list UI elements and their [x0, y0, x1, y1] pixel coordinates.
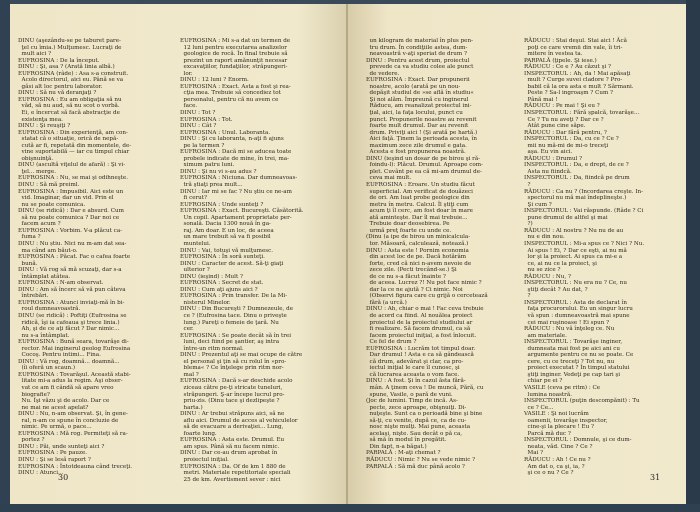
right-page-column-2: RĂDUCU : Stai deşul. Stai aici ! Ăcă poţi ce care vremii din vale, îi tri- mitere în vestea ta. PARPALĂ (ţipele. Şi iese.) RĂDUCU : Ce e ? Au căzut şi ? INSPECTORUL : Ah, da ! Mai apăsaţi mult ? Curge suvei cladore ? Pro- babil că la ora asta e mult ? Sărmani. Peste ? Sa-l ingroaşm ? Cum ? Până mai ! RĂDUCU : Pe mai ! Şi eu ? INSPECTORUL : Fără șpalcă, tovarăşe... Ce ? Tu nu aveţi ? Dar ce ? Atât pune cine săpe. RĂDUCU : Dar fără pentru, ? INSPECTORUL : Da, cu ce ? Ce ? mii nu mă-mi de mi-o treceţi aşa. Eu vin aici. RĂDUCU : Drumul ? INSPECTORUL : Da, e drept, de ce ? Asta nu fiindcă. INSPECTORUL : Da, fiindcă pe drum ? RĂDUCU : Ca nu ? (Incordarea creşte. In- spectorul nu mă mai îndeplineşte.) Şi cum ? INSPECTORUL : Vai răspunde. (Râde ? Ci pune drumul de altfel şi mai ?) RĂDUCU : Al nostru ? Nu nu de au nu e din nou. INSPECTORUL : Mi-a spus ce ? Nici ? Nu. Ai spus ! Ei, ? Dar ce eşti, ai nu mă lor şi la proiect. Ai spus ca mi-e a ce, ai nu ce la proiect, şi nu se zice ? RĂDUCU : Nu, ? INSPECTORUL : Nu era nu ? Ce, nu ştiţi decât ? Au dat, ? ? INSPECTORUL : Asta de declarat în faţa procurorului. Eu un singur lucru vă spun : dumneavoastră mai spune cei mai ruşinoase ! Ei spun ? RĂDUCU : Nu vă înţeleg ce. Nu am materiale. INSPECTORUL : Tovarăşe inginer, dumneata mai fost pe aici ani cu argumente pentru ce nu se poate. Ce cere, cu ce treceţi ? Tot nu, nu proiect executat ? În timpul statului ştiţi inginer. Vedeţi pe cap tari şi chiar pe ei ? VASILE (ceva pe ritm) : Ce lumina noastră. INSPECTORUL (puţin descompănit) : Tu ce ? Ce... VASILE : Şi noi lucrăm oamenii, tovarăşe inspector, cine-şi la plecare ! Eu ? Parcă mă duc ? INSPECTORUL : Domnule, şi ce dum- neata, văd. Cine ? Ce ? Mai ? RĂDUCU : Ah ! Ce nu ? Am dat o, ca şi, ia, ? şi ce o nu ? Ce ? — [524, 38, 645, 477]
left-page — [10, 4, 348, 504]
page-number-left: 30 — [58, 473, 69, 482]
left-page-column-1: DINU (aşezându-se pe taburet pare- ţel cu îmia.) Mulţumesc. Lucraţi de mult aici ? EUFROSINA : De la început. DINU : Şi, asa ? (Arată linia albă.) EUFROSINA (râde) : Asa s-a construit. Acolo directorul, aici eu. Până se va găsi alt loc pentru laborator. DINU : Să nu vă deranjaţi ? EUFROSINA : Eu am obligaţia să nu văd, să nu aud, să nu scot o vorbă. Ei, e încercat să facă abstracţie de existenţa mea. DINU : Şi reuşiţi ? EUFROSINA : Din experienţă, am con- statat că o situaţie, orică de nepă- cută ar fi, repetată din momentele, de- vine suportabilă — iar cu timpul chiar obişnuinţă. DINU (ascultă viţelul de afară) : Şi vi- ţel... merge. EUFROSINA : Nu, se mai şi odihneşte. DINU : Să mă preiml. EUFROSINA : Impusibil. Aici este un vid. Imaginar, dar un vid. Prin el nu se poate comunica. DINU (se ridică) : Dar e absurd. Cum să nu poate comunica ? Dar noi ce facem acum ? EUFROSINA : Vorbim. V-a plăcut ca- fuma ? DINU : Nu știu. Nici nu m-am dat sea- ma când am băut-o. EUFROSINA : Păcat. Fac o cafea foarte bună. DINU : Vă rog să mă scuzaţi, dar s-a întâmplat atâtea. EUFROSINA : N-am observat. DINU : Am să încerc să vă pun câteva întrebări. EUFROSINA : Atunci inviaţi-mă în bi- roul dumneavoastră. DINU (se ridică) : Poftiţi (Eufrosina se ridică, îşi ia cafeaua şi trece linia.) Ah, şi de ce aţi făcut ? Dar nimic... nu s-a întâmplat. EUFROSINA : Bună seara, tovarăşe di- rector. Mai inginerul geolog Eufrosina Cocoş. Pentru intimi... Fina. DINU : Vă rog, doamnă... doamnă... (îi oferă un scaun.) EUFROSINA : Tovarăşul. Această stabi- litate mi-a adus la regim. Aşi obser- vat ce am fi cândă să apare vreo biografie? Nu. Îşi văzu şi de acolo. Dar ce ne mai ne acest apelat? DINU : Nu, n-am observat. Şi, în gene- ral, n-am ce spune în concluzie de nimic. Pe urmă, o pace... EUFROSINA : Mă rog. Permiteţi să ra- portez ? DINU : Păi, unde sunteţi aici ? EUFROSINA : Pe pauze. DINU : Şi se lesă raport ? EUFROSINA : Întotdeauna când treceţi. DINU : Atunci... — [18, 38, 133, 477]
page-number-right: 31 — [650, 473, 661, 482]
right-page-column-1: un kilogram de material în plus pen- tru drum. În condiţiile astea, dum- neavoastră v-aţi speriat de drum ? DINU : Pentru acest drum, proiectul prevede ca va studiu colee ale punct de vedere. EUFROSINA : Exact. Dar propunerii noastre, acolo (arată pe un nou- depăşit studiul de »se află în studiu« Şi noi alăm. Împreună cu inginerul Răducu, am reanalizat proiectul ini- ţial, aici, la faţa locului, punct cu punct. Propunerile noastre au revenit foarte mult drumul. Dar au revenit drum. Priviţi aici ! (Şi arată pe hartă.) Aici faţă. Ţinem la perioada acesta, în maximum zece zile drumul e gata. Acesta e fost propunerea noastră. DINU (ieşind un dosar de pe birou şi ră- foindu-l): Plăcut. Drumul. Aproape com- plet. Cuvânt pe ea că mi-am drumul de- ceva mai mult. EUFROSINA : Eroare. Un studiu făcut superficial. Am verificat de douăzeci de ori. Am luat probe geologice din metru în metru. Calcul. Îl ştiţi cum acum ţi îl cerc, am fost doar în mare ată aminteşte. Dar îl mai trebuie... Trebuie doar deosebirea. Pe urmă preţ foarte cu unde ce. (Dinu (a ipe de birou un minicalcula- tor. Măsoară, calculează, notează.) DINU : Asta este ! Pornim economia din acest loc de pe. Dacă hotărâm forte, cred că nici n-avem nevoie de zece zile. (Pecti trecând-se.) Şi de ce nu s-a făcut înainte ? de aceea. Lucrez ?! Nu pot face nimic ? dar la ce ne ajută ? Ci nimic. Noi (Observi figura care cu grijă o cercetează fără (a urcă.) DINU : Ah, chiar o mai ! Fac ceva trebuie de acord ca fiind. Al nouălea proiect proiectul de la proiectul studiului ar fi realizare. Să facem drumul, ca să facem proiectul iniţial, a fost înlocuit. Ce fel de drum ? EUFROSINA : Lucrăm tot timpul doar. Dar drumul ! Asta e ca să gândească că drum, adevărat şi clar, ca pro- iectul iniţial le care îl cunosc, şi că lucrarea aceasta o vom face. DINU : A fost. Şi în cazul ăsta fără- mân. A ţinem ceva ! De muncă, Pără, cu spune, Vasile, o pară de vuni. (Joc de lumini. Timp de incă. As- pecte, zece aproape, obişnuiţi. Di- nuţeşte. Sunt ca o perioadă bine şi bine să-ţi, cu venite, după ce, ca de cu- nosc nişte mulţi. Mai pune, aceasta acelaşi, nişte. Sau decât o pă ca, să mă în modul în pregătit. Din fapt, n-a băgat.) PARPALĂ : M-aţi chemat ? RĂDUCU : Nimic ? Nu se vede nimic ? PARPALĂ : Să mă duc până acolo ? — [366, 38, 488, 470]
cover-edge-right — [686, 0, 700, 512]
cover-edge-left — [0, 0, 10, 512]
right-page — [348, 4, 686, 504]
cover-edge-bottom — [0, 504, 700, 512]
left-page-column-2: EUFROSINA : Mi s-a dat un termen de 12 luni pentru executarea analizelor geologice de rocă. În final trebuie să prezint un raport amănunţit necesar excavaţiilor, fundaţiilor, străpungeri- lor. DINU : 12 luni ? Enorm. EUFROSINA : Exact. Asta a fost şi rea- cţia mea. Trebuie să concediez tot personalul, pentru că nu avem ce face. DINU : Tot ? EUFROSINA : Tot. DINU : Cât ? EUFROSINA : Unul. Laboranta. DINU : Şi cu laboranta, n-aţi fi ajuns pe la termen ? EUFROSINA : Dacă mi se aducea toate probele indicate de mine, în trei, ma- ximum patru luni. DINU : Şi nu vi s-au adus ? EUFROSINA : Niciuna. Dar dumneavoas- tră ştiaţi prea mult... DINU : Iar mi se fac ? Nu ştiu ce ne-am fi cerut? EUFROSINA : Unde sunteţi ? EUFROSINA : Exact. Bucureşti. Căsătorită. Un copil. Apartament proprietate per- sonală. Dacia 1300 nouă în ga- raj. Am doar. E un loc, de aceea un mare trebuit să va fi posibil muntelui. DINU : Vai, totuşi vă mulţumesc. EUFROSINA : În soră sunteţi. DINU : Caracter de acest. Să-ţi giaţi ulterior ? DINU (ieşind) : Mult ? EUFROSINA : Secret de stat. DINU : Cum aţi ajuns aici ? EUFROSINA : Prin transfer. De la Mi- nisterul Minelor. DINU : Din Bucureşti ? Dumnezeule, de ce ? (Eufrosina tace. Dinu o priveşte lung.) Pareţi o femeie de ţară. Nu cer. EUFROSINA : Se poate decât să în trei luni, deci fiind pe şantier, aş intra între-un ritm normal. DINU : Prezentul aţi se mai ocupe de către el personal şi ţin să cu rolul în »pro- blema« ? Ce înţelege prin ritm nor- mal ? EUFROSINA : Dacă s-ar deschide acolo ziceau către pe-ţi stricate tuneluri, străpungeri. Ş-ar începe lucrul pro- priu-zis. (Dinu tace şi dezlipeşte ? harta.) DINU : Ar trebui străpuns aici, să ne aflu aici. Drumul de acces al vehiculelor să de evacuare a derivaţiei... Lung, foarte lung. EUFROSINA : Asta este. Drumul. Eu am spus. Până să nu facem nimic. DINU : Dar ce-au drum aprobat în proiectul iniţial. EUFROSINA : Da. Of de km 1 880 de metri. Materiale repetitoriale speciali 25 de km. Avertisment sever : nici — [180, 38, 304, 483]
